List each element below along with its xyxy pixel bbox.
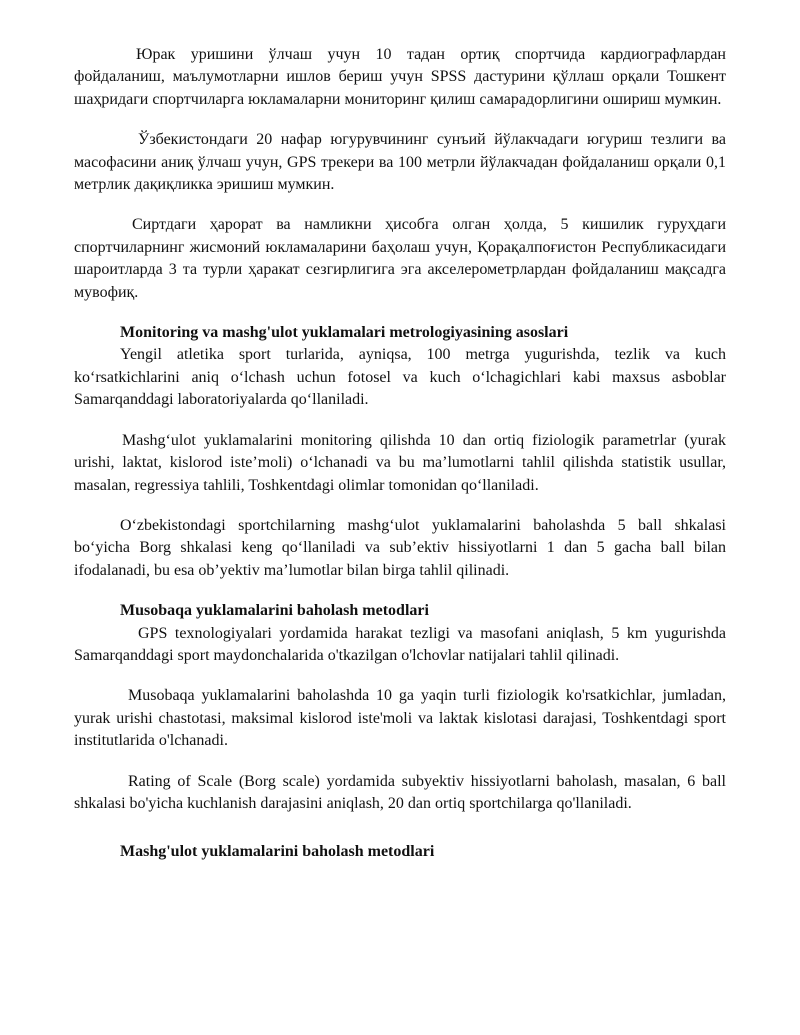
paragraph-gps-runners: Ўзбекистондаги 20 нафар югурувчининг сунъий йўлакчадаги югуриш тезлиги ва масофасини аниқ ўлчаш учун, GPS трекери ва 100 метрли йўлакчадан фойдаланиш орқали 0,1 метрлик дақиқликка эришиш мумкин. bbox=[74, 131, 726, 194]
paragraph-gps-technologies: GPS texnologiyalari yordamida harakat tezligi va masofani aniqlash, 5 km yugurishda Samarqanddagi sport maydonchalarida o'tkazilgan o'lchovlar natijalari tahlil qilinadi. bbox=[74, 624, 726, 664]
paragraph-competition-indicators: Musobaqa yuklamalarini baholashda 10 ga yaqin turli fiziologik ko'rsatkichlar, jumladan, yurak urishi chastotasi, maksimal kislorod iste'moli va laktak kislotasi darajasi, Toshkentdagi sport institutlarida o'lchanadi. bbox=[74, 687, 726, 750]
section-heading-competition-loads: Musobaqa yuklamalarini baholash metodlari bbox=[120, 602, 429, 620]
document-page bbox=[74, 44, 726, 864]
section-heading-metrology: Monitoring va mashg'ulot yuklamalari metrologiyasining asoslari bbox=[120, 324, 569, 342]
paragraph-accelerometers: Сиртдаги ҳарорат ва намликни ҳисобга олган ҳолда, 5 кишилик гуруҳдаги спортчиларнинг жисмоний юкламаларини баҳолаш учун, Қорақалпоғистон Республикасидаги шароитларда 3 та турли ҳаракат сезгирлигига эга акселерометрлардан фойдаланиш мақсадга мувофиқ. bbox=[74, 216, 726, 301]
paragraph-physiological-parameters: Mashgʻulot yuklamalarini monitoring qilishda 10 dan ortiq fiziologik parametrlar (yurak urishi, laktat, kislorod isteʼmoli) oʻlchanadi va bu maʼlumotlarni tahlil qilishda statistik usullar, masalan, regressiya tahlili, Toshkentdagi olimlar tomonidan qoʻllaniladi. bbox=[74, 431, 726, 494]
paragraph-heart-rate-monitoring: Юрак уришини ўлчаш учун 10 тадан ортиқ спортчида кардиографлардан фойдаланиш, маълумотларни ишлов бериш учун SPSS дастурини қўллаш орқали Тошкент шаҳридаги спортчиларга юкламаларни мониторинг қилиш самарадорлигини ошириш мумкин. bbox=[74, 46, 726, 108]
paragraph-borg-scale: Oʻzbekistondagi sportchilarning mashgʻulot yuklamalarini baholashda 5 ball shkalasi boʻyicha Borg shkalasi keng qoʻllaniladi va subʼektiv hissiyotlarni 1 dan 5 gacha ball bilan ifodalanadi, bu esa obʼyektiv maʼlumotlar bilan birga tahlil qilinadi. bbox=[74, 516, 726, 579]
paragraph-athletics-instruments: Yengil atletika sport turlarida, ayniqsa, 100 metrga yugurishda, tezlik va kuch koʻrsatkichlarini aniq oʻlchash uchun fotosel va kuch oʻlchagichlari kabi maxsus asboblar Samarqanddagi laboratoriyalarda qoʻllaniladi. bbox=[74, 346, 726, 409]
paragraph-rating-of-scale: Rating of Scale (Borg scale) yordamida subyektiv hissiyotlarni baholash, masalan, 6 ball shkalasi bo'yicha kuchlanish darajasini aniqlash, 20 dan ortiq sportchilarga qo'llaniladi. bbox=[74, 772, 726, 812]
section-heading-training-loads: Mashg'ulot yuklamalarini baholash metodlari bbox=[120, 843, 435, 861]
